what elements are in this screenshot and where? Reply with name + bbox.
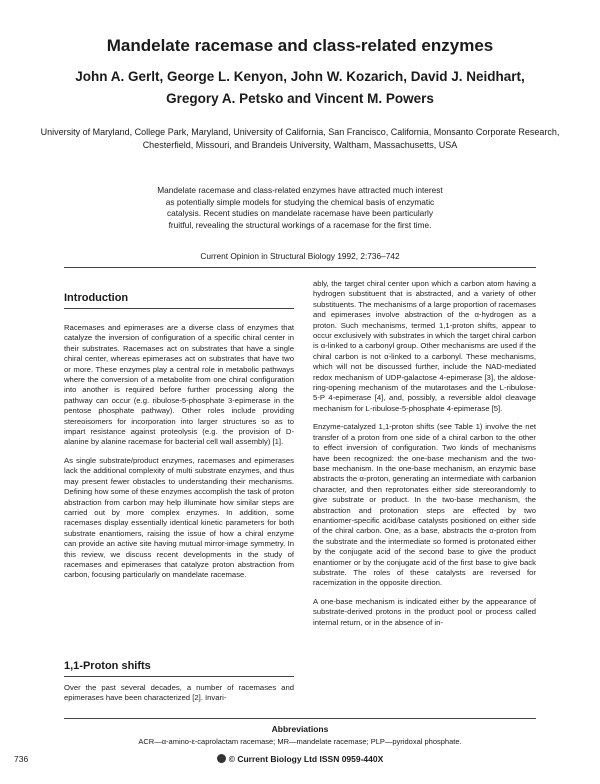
section-heading-proton-shifts: 1,1-Proton shifts: [64, 660, 151, 672]
abbreviations-text: ACR—α-amino-ε-caprolactam racemase; MR—mandelate racemase; PLP—pyridoxal phosphate.: [138, 737, 462, 746]
right-column-paragraph-2: Enzyme-catalyzed 1,1-proton shifts (see Table 1) involve the net transfer of a proton from one side of a chiral carbon to the other to effect inversion of configuration. Two kinds of mechanisms have been recognized: the one-base mechanism and the two-base mechanism. In the one-base mechanism, an enzymic base abstracts the α-proton, generating an intermediate with carbanion character, and then reprotonates either side stereorandomly to give substrate or product. In the two-base mechanism, the abstraction and protonation steps are effected by two enantiomer-specific acid/base catalysts positioned on either side of the chiral carbon. One, as a base, abstracts the α-proton from the substrate and the intermediate so formed is protonated either by the conjugate acid of the second base to give the product enantiomer or by the conjugate acid of the first base to give back substrate. The roles of these catalysts are reversed for racemization in the opposite direction.: [313, 422, 536, 588]
top-divider: [64, 267, 536, 268]
proton-shifts-body: [64, 683, 294, 712]
introduction-paragraph-1: Racemases and epimerases are a diverse class of enzymes that catalyze the inversion of configuration of a specific chiral center in their substrates. Racemases act on substrates that have a single chiral center, whereas epimerases act on substrates that have two or more. These enzymes play a central role in metabolic pathways where the conversion of a metabolite from one chiral configuration into another is required before further processing along the pathway can occur (e.g. ribulose-5-phosphate 3-epimerase in the pentose phosphate pathway). Other roles include providing stereoisomers for incorporation into larger structures so as to impart resistance against proteolysis (e.g. the provision of D-alanine by alanine racemase for bacterial cell wall assembly) [1].: [64, 323, 294, 447]
introduction-paragraph-2: As single substrate/product enzymes, racemases and epimerases lack the additional complexity of multi substrate enzymes, and thus may present fewer obstacles to understanding their mechanisms. Defining how some of these enzymes accomplish the task of proton abstraction from carbon may help illuminate how similar steps are carried out by more complex enzymes. In addition, some racemases display essentially identical kinetic parameters for both substrate enantiomers, raising the issue of how a chiral enzyme can provide an active site having mutual mirror-image symmetry. In this review, we discuss recent developments in the study of racemases and epimerases that catalyze proton abstraction from carbon, focusing particularly on mandelate racemase.: [64, 455, 294, 580]
author-line-2: Gregory A. Petsko and Vincent M. Powers: [166, 91, 434, 106]
publisher-text: © Current Biology Ltd ISSN 0959-440X: [228, 754, 384, 764]
section-heading-introduction: Introduction: [64, 292, 129, 304]
page-number: 736: [14, 754, 29, 764]
right-column-body: [313, 279, 536, 636]
author-line-1: John A. Gerlt, George L. Kenyon, John W. Kozarich, David J. Neidhart,: [75, 69, 525, 84]
abbreviations-heading: Abbreviations: [271, 724, 329, 734]
publisher-line: [0, 754, 600, 764]
journal-citation: Current Opinion in Structural Biology 1992, 2:736–742: [200, 251, 400, 261]
current-biology-logo-icon: [217, 754, 226, 763]
abbreviations-divider: [64, 718, 536, 719]
article-title: Mandelate racemase and class-related enzymes: [106, 36, 494, 55]
right-column-paragraph-3: A one-base mechanism is indicated either by the appearance of substrate-derived protons in the product pool or process called internal return, or in the absence of in-: [313, 596, 536, 627]
intro-heading-rule: [64, 308, 294, 309]
right-column-paragraph-1: ably, the target chiral center upon which a carbon atom having a hydrogen substituent that is abstracted, and a variety of other substituents. The mechanisms of a large proportion of racemases and epimerases involve abstraction of the α-hydrogen as a proton. Such mechanisms, termed 1,1-proton shifts, appear to occur exclusively with substrates in which the target chiral carbon is α-linked to a carbonyl group. Other mechanisms are used if the chiral carbon is not α-linked to a carbonyl. These mechanisms, which will not be discussed further, include the NAD-mediated redox mechanism of UDP-galactose 4-epimerase [3], the aldose-ring-opening mechanism of the mutarotases and the L-ribulose-5-P 4-epimerase [4], and, possibly, a reversible aldol cleavage mechanism for L-ribulose-5-phosphate 4-epimerase [5].: [313, 279, 536, 413]
proton-heading-rule: [64, 676, 294, 677]
affiliations: University of Maryland, College Park, Maryland, University of California, San Francisco, California, Monsanto Corporate Research, Chesterfield, Missouri, and Brandeis University, Waltham, Massachusetts, USA: [40, 127, 560, 150]
abstract: Mandelate racemase and class-related enzymes have attracted much interest as potentially simple models for studying the chemical basis of enzymatic catalysis. Recent studies on mandelate racemase have been particularly fruitful, revealing the structural workings of a racemase for the first time.: [157, 185, 443, 230]
proton-shifts-paragraph-1: Over the past several decades, a number of racemases and epimerases have been characterized [2]. Invari-: [64, 683, 294, 703]
author-list: [30, 66, 570, 110]
introduction-body: [64, 323, 294, 589]
